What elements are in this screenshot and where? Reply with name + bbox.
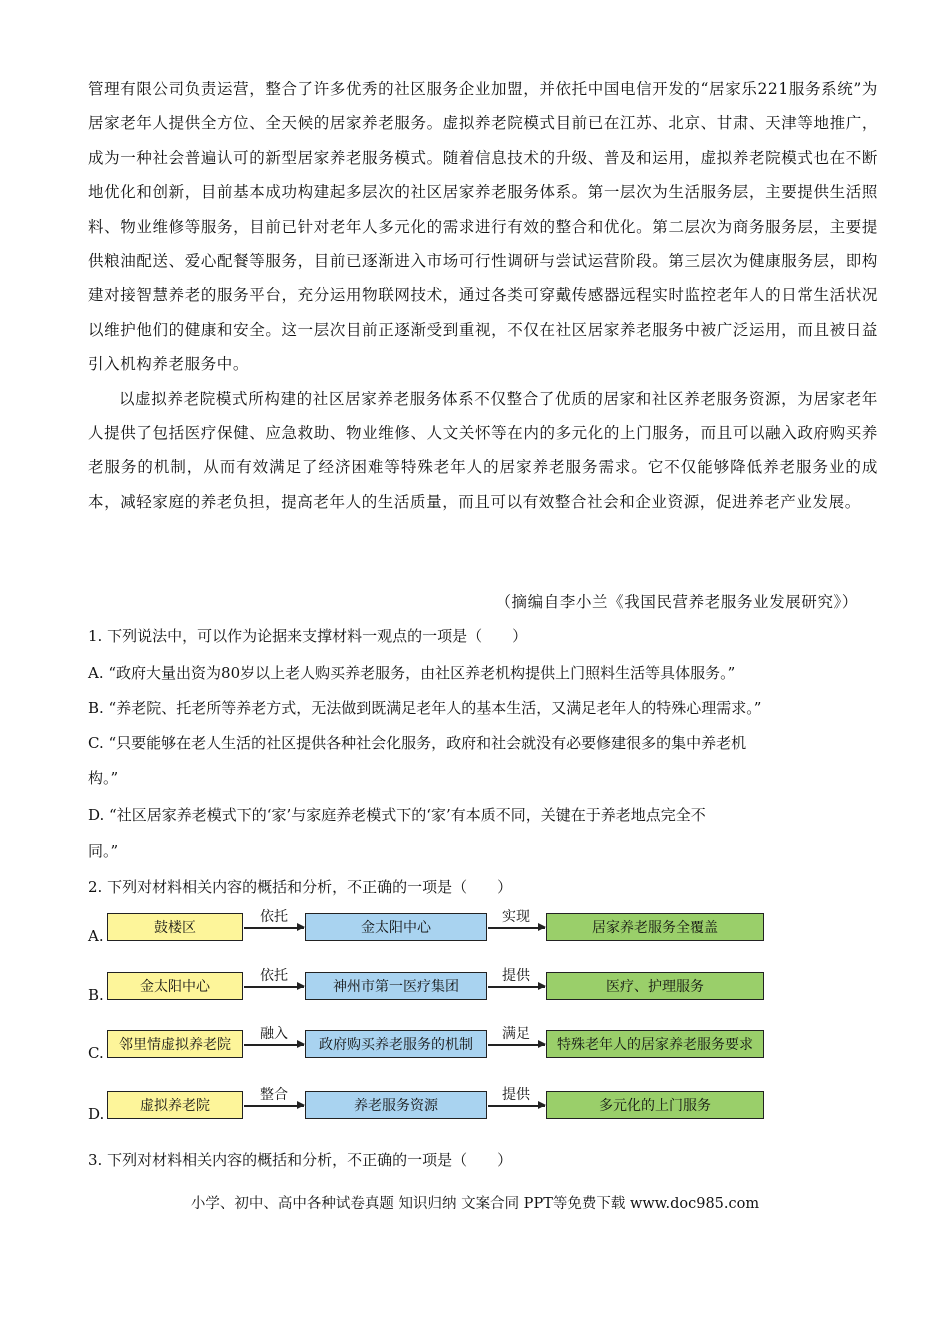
flow-box-middle: 神州市第一医疗集团 xyxy=(305,972,487,1000)
option-letter: C. xyxy=(88,1044,104,1062)
question-1-option-c-line1[interactable]: C. “只要能够在老人生活的社区提供各种社会化服务，政府和社会就没有必要修建很多的集中养老机 xyxy=(88,734,747,752)
flow-arrow-label: 实现 xyxy=(502,909,530,925)
flow-arrow xyxy=(244,1105,304,1107)
page-footer[interactable]: 小学、初中、高中各种试卷真题 知识归纳 文案合同 PPT等免费下载 www.doc985.com xyxy=(190,1196,760,1212)
question-1-option-b[interactable]: B. “养老院、托老所等养老方式，无法做到既满足老年人的基本生活，又满足老年人的特殊心理需求。” xyxy=(88,699,762,717)
flow-arrow xyxy=(488,986,545,988)
flow-arrow-label: 提供 xyxy=(502,968,530,984)
flow-box-result: 医疗、护理服务 xyxy=(546,972,764,1000)
flow-arrow-label: 融入 xyxy=(260,1026,288,1042)
flow-arrow xyxy=(244,927,304,929)
flow-arrow-label: 依托 xyxy=(260,968,288,984)
flow-arrow xyxy=(244,986,304,988)
question-1-option-d-line2[interactable]: 同。” xyxy=(88,842,119,860)
flow-box-result: 居家养老服务全覆盖 xyxy=(546,913,764,941)
flow-arrow xyxy=(488,1044,545,1046)
question-2-option-c[interactable] xyxy=(88,1025,778,1085)
option-letter: A. xyxy=(88,927,104,945)
flow-arrow xyxy=(488,1105,545,1107)
question-2-option-b[interactable] xyxy=(88,967,778,1027)
question-2-option-d[interactable] xyxy=(88,1086,778,1146)
flow-box-middle: 养老服务资源 xyxy=(305,1091,487,1119)
question-3-stem: 3. 下列对材料相关内容的概括和分析，不正确的一项是（ ） xyxy=(88,1151,513,1169)
flow-box-subject: 鼓楼区 xyxy=(107,913,243,941)
flow-box-result: 多元化的上门服务 xyxy=(546,1091,764,1119)
flow-box-middle: 政府购买养老服务的机制 xyxy=(305,1030,487,1058)
passage-source: （摘编自李小兰《我国民营养老服务业发展研究》） xyxy=(495,593,858,611)
flow-arrow-label: 提供 xyxy=(502,1087,530,1103)
flow-box-subject: 邻里情虚拟养老院 xyxy=(107,1030,243,1058)
passage-paragraph-1: 管理有限公司负责运营，整合了许多优秀的社区服务企业加盟，并依托中国电信开发的“居家乐221服务系统”为居家老年人提供全方位、全天候的居家养老服务。虚拟养老院模式目前已在江苏、北京、甘肃、天津等地推广， 成为一种社会普遍认可的新型居家养老服务模式。随着信息技术的升级、普及和运用，虚拟养老院模式也在不断地优化和创新，目前基本成功构建起多层次的社区居家养老服务体系。第一层次为生活服务层，主要提供生活照料、物业维修等服务，目前已针对老年人多元化的需求进行有效的整合和优化。第二层次为商务服务层，主要提供粮油配送、爱心配餐等服务，目前已逐渐进入市场可行性调研与尝试运营阶段。第三层次为健康服务层，即构建对接智慧养老的服务平台，充分运用物联网技术，通过各类可穿戴传感器远程实时监控老年人的日常生活状况以维护他们的健康和安全。这一层次目前正逐渐受到重视，不仅在社区居家养老服务中被广泛运用，而且被日益引入机构养老服务中。 xyxy=(88,80,878,374)
flow-box-result: 特殊老年人的居家养老服务要求 xyxy=(546,1030,764,1058)
flow-box-subject: 虚拟养老院 xyxy=(107,1091,243,1119)
flow-arrow-label: 整合 xyxy=(260,1087,288,1103)
flow-box-subject: 金太阳中心 xyxy=(107,972,243,1000)
flow-arrow xyxy=(244,1044,304,1046)
option-letter: D. xyxy=(88,1105,105,1123)
passage-paragraph-2: 以虚拟养老院模式所构建的社区居家养老服务体系不仅整合了优质的居家和社区养老服务资源，为居家老年人提供了包括医疗保健、应急救助、物业维修、人文关怀等在内的多元化的上门服务，而且可以融入政府购买养老服务的机制，从而有效满足了经济困难等特殊老年人的居家养老服务需求。它不仅能够降低养老服务业的成本，减轻家庭的养老负担，提高老年人的生活质量，而且可以有效整合社会和企业资源，促进养老产业发展。 xyxy=(88,389,878,511)
reading-passage xyxy=(88,72,878,519)
question-2-stem: 2. 下列对材料相关内容的概括和分析，不正确的一项是（ ） xyxy=(88,878,513,896)
flow-arrow xyxy=(488,927,545,929)
question-1-option-d-line1[interactable]: D. “社区居家养老模式下的‘家’与家庭养老模式下的‘家’有本质不同，关键在于养老地点完全不 xyxy=(88,806,706,824)
question-1-option-a[interactable]: A. “政府大量出资为80岁以上老人购买养老服务，由社区养老机构提供上门照料生活等具体服务。” xyxy=(88,664,736,682)
question-1-stem: 1. 下列说法中，可以作为论据来支撑材料一观点的一项是（ ） xyxy=(88,627,528,645)
flow-arrow-label: 满足 xyxy=(502,1026,530,1042)
flow-box-middle: 金太阳中心 xyxy=(305,913,487,941)
flow-arrow-label: 依托 xyxy=(260,909,288,925)
question-2-option-a[interactable] xyxy=(88,908,778,968)
question-1-option-c-line2[interactable]: 构。” xyxy=(88,769,119,787)
option-letter: B. xyxy=(88,986,104,1004)
